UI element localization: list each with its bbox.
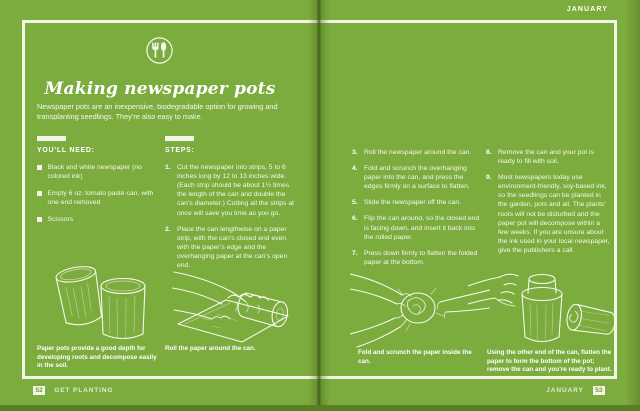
square-bullet-icon (37, 191, 42, 196)
step-text: Most newspapers today use environment-friendly, soy-based ink, so the seedlings can be planted in the garden, pots and all. The plants’ roots will not be disturbed and the paper pot will decompose within a few weeks. If you are unsure about the ink used in your local newspaper, give the publishers a call. (498, 174, 610, 254)
step-number: 4. (352, 165, 358, 173)
list-item (37, 163, 158, 181)
step-text: Slide the newspaper off the can. (364, 199, 461, 207)
caption: Paper pots provide a good depth for developing roots and decompose easily in the soil. (37, 345, 157, 370)
caption: Fold and scrunch the paper inside the can. (358, 349, 472, 365)
page-title: Making newspaper pots (44, 79, 276, 99)
caption: Roll the paper around the can. (165, 345, 256, 352)
page-number-badge: 52 (33, 386, 45, 395)
square-bullet-icon (37, 165, 42, 170)
fork-and-trowel-icon (144, 35, 175, 66)
list-item (37, 215, 158, 224)
step-number: 2. (165, 225, 171, 233)
square-bullet-icon (37, 217, 42, 222)
need-item-text: Empty 6 oz. tomato paste can, with one end removed (47, 190, 154, 207)
step-item (352, 148, 483, 157)
step-item (486, 148, 612, 166)
youll-need-heading: YOU’LL NEED: (37, 147, 95, 154)
step-text: Remove the can and your pot is ready to fill with soil. (498, 149, 594, 166)
step-text: Press down firmly to flatten the folded paper at the bottom. (364, 249, 478, 266)
step-text: Flip the can around, so the closed end is facing down, and insert it back into the rolled paper. (364, 215, 480, 241)
caption: Using the other end of the can, flatten the paper to form the bottom of the pot; remove the can and you’re ready to plant. (487, 349, 612, 374)
step-number: 6. (352, 215, 358, 223)
illustration-two-newspaper-pots (28, 256, 178, 348)
footer-right (546, 386, 605, 395)
step-text: Fold and scrunch the overhanging paper into the can, and press the edges firmly on a surface to flatten. (364, 165, 470, 191)
step-number: 7. (352, 249, 358, 257)
need-item-text: Black and white newspaper (no colored ink) (47, 164, 142, 181)
step-item (352, 198, 483, 207)
youll-need-column (37, 136, 158, 233)
page-number-badge: 53 (593, 386, 605, 395)
step-number: 9. (486, 174, 492, 182)
step-number: 5. (352, 199, 358, 207)
step-text: Place the can lengthwise on a paper strip, with the can’s closed end even with the paper’s edge and the overhanging paper at the can’s open end. (177, 225, 288, 270)
step-item (165, 163, 299, 218)
step-text: Cut the newspaper into strips, 5 to 6 inches long by 12 to 13 inches wide. (Each strip should be about 1½ times the length of the can and double the can’s diameter.) Cutting all the strips at once will save you time as you go. (177, 164, 294, 217)
steps-heading: STEPS: (165, 147, 195, 154)
chapter-label: GET PLANTING (54, 387, 114, 394)
list-item (37, 189, 158, 207)
steps-column-3 (486, 148, 612, 262)
page-edge-shadow (626, 0, 640, 411)
intro-paragraph: Newspaper pots are an inexpensive, biodegradable option for growing and transplanting seedlings. They’re also easy to make. (37, 102, 278, 121)
heading-accent-bar (37, 136, 66, 141)
illustration-flattening-pot-and-finished-roll (468, 246, 618, 348)
step-item (486, 173, 612, 255)
footer-left (33, 386, 113, 395)
section-label: JANUARY (546, 387, 584, 394)
step-item (352, 214, 483, 241)
page-bottom-edge (0, 405, 640, 411)
step-number: 1. (165, 164, 171, 172)
month-tab-label: JANUARY (566, 6, 608, 13)
heading-accent-bar (165, 136, 194, 141)
step-number: 8. (486, 149, 492, 156)
step-item (352, 164, 483, 191)
need-item-text: Scissors (47, 216, 74, 224)
illustration-rolling-paper-around-can (172, 258, 312, 348)
steps-column-1 (165, 136, 299, 277)
step-text: Roll the newspaper around the can. (364, 149, 472, 156)
step-number: 3. (352, 149, 358, 156)
